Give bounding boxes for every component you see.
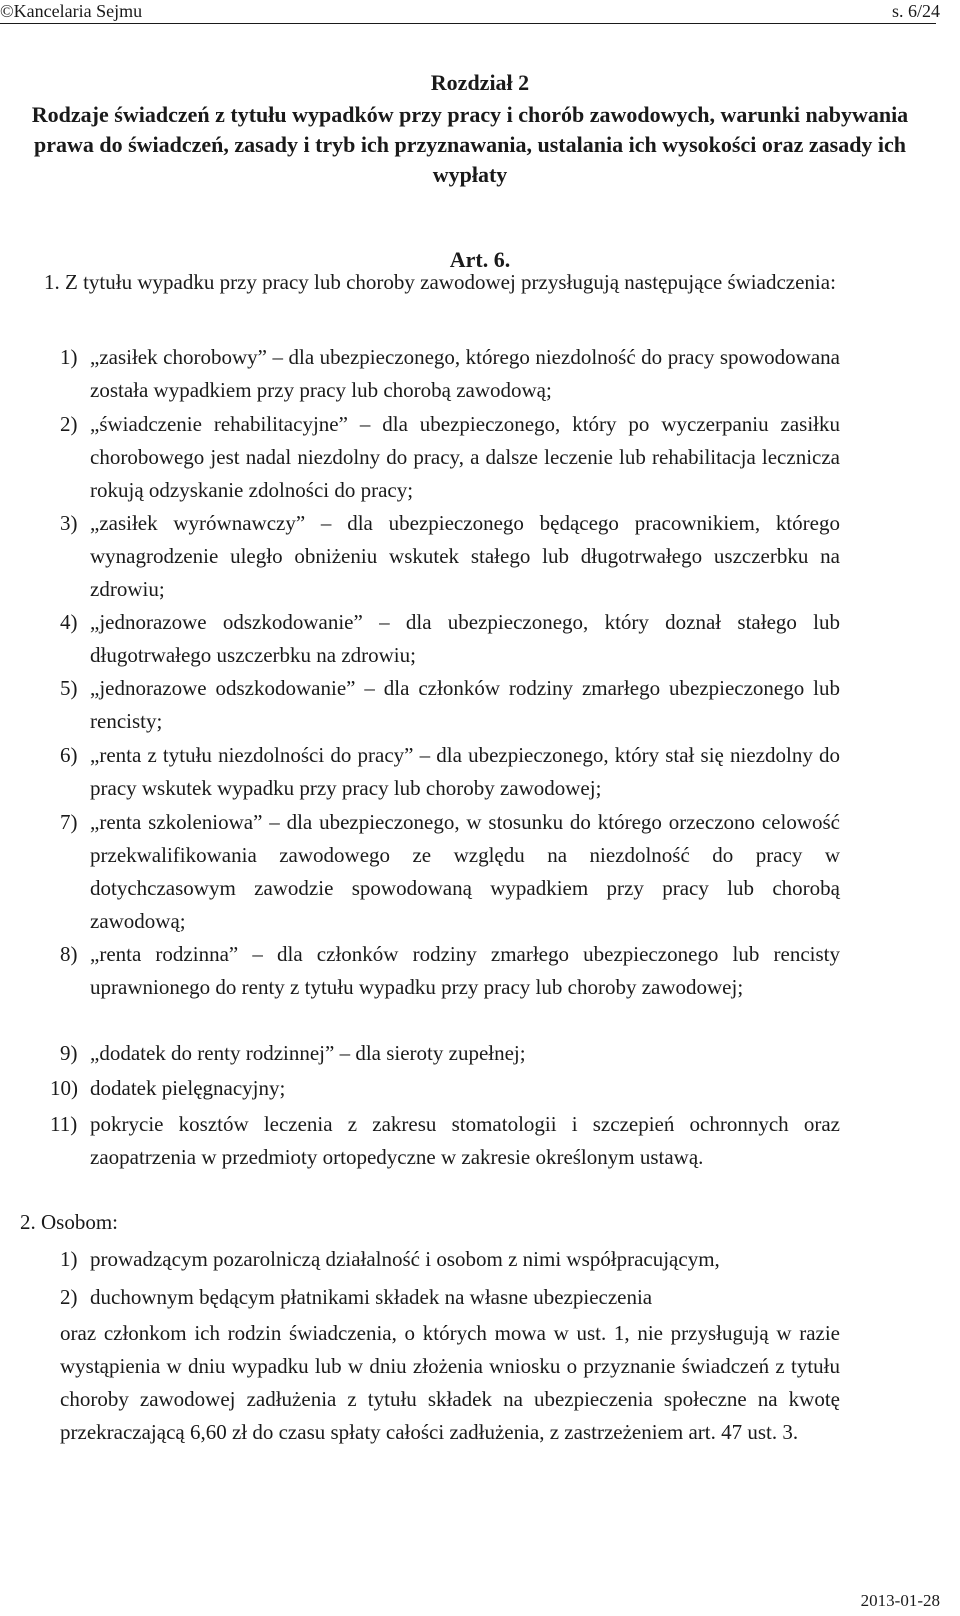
para1-lead [20, 266, 840, 299]
para2-text: Osobom: [41, 1210, 119, 1234]
para2-closing: oraz członkom ich rodzin świadczenia, o których mowa w ust. 1, nie przysługują w razie wystąpienia w dniu wypadku lub w dniu złożenia wniosku o przyznanie świadczeń z tytułu choroby zawodowej zadłużenia z tytułu składek na ubezpieczenia społeczne na kwotę przekraczającą 6,60 zł do czasu spłaty całości zadłużenia, z zastrzeżeniem art. 47 ust. 3. [60, 1321, 840, 1444]
item-number: 6) [60, 743, 78, 767]
list-item: „dodatek do renty rodzinnej” – dla sieroty zupełnej; [90, 1041, 526, 1065]
chapter-title: Rodzaje świadczeń z tytułu wypadków przy pracy i chorób zawodowych, warunki nabywania prawa do świadczeń, zasady i tryb ich przyznawania, ustalania ich wysokości oraz zasady ich wypłaty [31, 102, 909, 187]
para1-text: Z tytułu wypadku przy pracy lub choroby zawodowej przysługują następujące świadczenia: [65, 270, 836, 294]
para2-lead [20, 1206, 840, 1239]
chapter-number: Rozdział 2 [430, 70, 530, 95]
item-number: 3) [60, 511, 78, 535]
list-item: „jednorazowe odszkodowanie” – dla członków rodziny zmarłego ubezpieczonego lub rencisty; [90, 676, 840, 733]
item-number: 7) [60, 810, 78, 834]
item-number: 10) [50, 1076, 78, 1100]
list-item: pokrycie kosztów leczenia z zakresu stomatologii i szczepień ochronnych oraz zaopatrzenia w przedmioty ortopedyczne w zakresie określonym ustawą. [90, 1112, 840, 1169]
list-item: „renta rodzinna” – dla członków rodziny zmarłego ubezpieczonego lub rencisty uprawnionego do renty z tytułu wypadku przy pracy lub choroby zawodowej; [90, 942, 840, 999]
item-number: 2) [60, 1285, 78, 1309]
list-item: „renta szkoleniowa” – dla ubezpieczonego, w stosunku do którego orzeczono celowość przekwalifikowania zawodowego ze względu na niezdolność do pracy w dotychczasowym zawodzie spowodowaną wypadkiem przy pracy lub chorobą zawodową; [90, 810, 840, 933]
item-number: 9) [60, 1041, 78, 1065]
page-header [0, 0, 960, 24]
para1-number: 1. [44, 270, 60, 294]
list-item: prowadzącym pozarolniczą działalność i osobom z nimi współpracującym, [90, 1247, 720, 1271]
list-item: dodatek pielęgnacyjny; [90, 1076, 286, 1100]
item-number: 1) [60, 1247, 78, 1271]
list-item: „świadczenie rehabilitacyjne” – dla ubezpieczonego, który po wyczerpaniu zasiłku chorobowego jest nadal niezdolny do pracy, a dalsze leczenie lub rehabilitacja lecznicza rokują odzyskanie zdolności do pracy; [90, 412, 840, 502]
list-item: „zasiłek chorobowy” – dla ubezpieczonego, którego niezdolność do pracy spowodowana została wypadkiem przy pracy lub chorobą zawodową; [90, 345, 840, 402]
header-source: ©Kancelaria Sejmu [0, 1, 143, 21]
item-number: 11) [50, 1112, 78, 1136]
item-number: 1) [60, 345, 78, 369]
header-page-number: s. 6/24 [891, 1, 940, 21]
header-divider [0, 23, 936, 24]
list-item: duchownym będącym płatnikami składek na własne ubezpieczenia [90, 1285, 653, 1309]
item-number: 5) [60, 676, 78, 700]
item-number: 2) [60, 412, 78, 436]
para2-number: 2. [20, 1210, 36, 1234]
article-heading: Art. 6. [449, 247, 511, 272]
item-number: 8) [60, 942, 78, 966]
list-item: „renta z tytułu niezdolności do pracy” – dla ubezpieczonego, który stał się niezdolny do pracy wskutek wypadku przy pracy lub choroby zawodowej; [90, 743, 840, 800]
list-item: „jednorazowe odszkodowanie” – dla ubezpieczonego, który doznał stałego lub długotrwałego uszczerbku na zdrowiu; [90, 610, 840, 667]
item-number: 4) [60, 610, 78, 634]
footer-date: 2013-01-28 [860, 1591, 940, 1610]
list-item: „zasiłek wyrównawczy” – dla ubezpieczonego będącego pracownikiem, którego wynagrodzenie uległo obniżeniu wskutek stałego lub długotrwałego uszczerbku na zdrowiu; [90, 511, 840, 601]
